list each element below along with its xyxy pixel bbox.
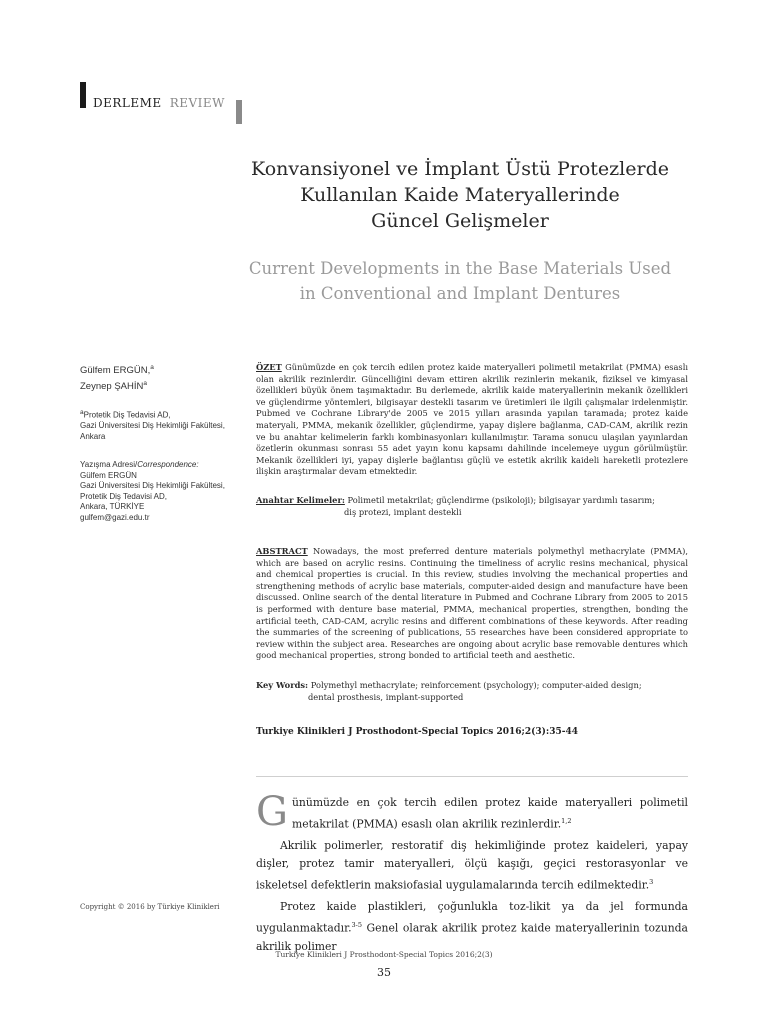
keywords-en: [256, 680, 688, 703]
keywords-en-line: Polymethyl methacrylate; reinforcement (psychology); computer-aided design;: [310, 680, 642, 690]
author-list: [80, 362, 250, 393]
correspondence-line: Gazi Üniversitesi Diş Hekimliği Fakültesi,: [80, 481, 225, 491]
correspondence: [80, 460, 250, 524]
section-label-en: REVIEW: [169, 96, 225, 110]
title-tr-line: Konvansiyonel ve İmplant Üstü Protezlerde: [251, 158, 669, 180]
section-marker-bar-gray: [236, 100, 242, 124]
page-number: 35: [377, 966, 391, 979]
drop-cap: G: [256, 789, 288, 835]
keywords-en-line: dental prosthesis, implant-supported: [308, 691, 464, 702]
author-name: Gülfem ERGÜN,$^a$: [80, 364, 154, 377]
correspondence-label: Yazışma Adresi/Correspondence:: [80, 460, 199, 469]
correspondence-email: gulfem@gazi.edu.tr: [80, 512, 150, 522]
keywords-en-heading: Key Words:: [256, 680, 309, 690]
ozet-block: [256, 362, 688, 478]
abstract-text: Nowadays, the most preferred denture materials polymethyl methacrylate (PMMA), which are based on acrylic resins. Continuing the timeliness of acrylic resins mechanical, physical and chemical properties is crucial. In this review, studies involving the mechanical properties and strengthening methods of acrylic base materials, computer-aided design and manufacture have been discussed. Online search of the dental literature in Pubmed and Cochrane Library from 2005 to 2015 is performed with denture base material, PMMA, mechanical properties, strengthen, bonding the artificial teeth, CAD-CAM, acrylic resins and different combinations of these keywords. After reading the summaries of the screening of publications, 55 researches have been considered appropriate to review within the subject area. Researches are ongoing about acrylic base removable dentures which good mechanical properties, strong bonded to artificial teeth and aesthetic.: [256, 546, 688, 661]
ozet-heading: ÖZET: [256, 362, 282, 372]
author-name: Zeynep ŞAHİN$^a$: [80, 379, 147, 392]
keywords-tr-line: Polimetil metakrilat; güçlendirme (psikoloji); bilgisayar yardımlı tasarım;: [347, 495, 655, 505]
divider: [256, 776, 688, 777]
affiliation-line: Ankara: [80, 431, 106, 441]
keywords-tr-line: diş protezi, implant destekli: [344, 506, 462, 517]
body-paragraph: Akrilik polimerler, restoratif diş hekimliğinde protez kaideleri, yapay dişler, protez tamir materyalleri, ölçü kaşığı, geçici restorasyonlar ve iskeletsel defektlerin maksiofasial uygulamalarında tercih edilmektedir.$^3$: [256, 839, 688, 892]
correspondence-line: Protetik Diş Tedavisi AD,: [80, 491, 167, 501]
title-tr-line: Kullanılan Kaide Materyallerinde: [300, 184, 620, 206]
abstract-heading: ABSTRACT: [256, 546, 308, 556]
title-tr-line: Güncel Gelişmeler: [371, 210, 549, 232]
affiliation-line: $^a$Protetik Diş Tedavisi AD,: [80, 409, 171, 420]
section-label-tr: DERLEME: [93, 96, 162, 110]
title-english: [230, 256, 690, 306]
title-turkish: [230, 156, 690, 234]
section-label: [93, 96, 225, 110]
section-marker-bar: [80, 82, 86, 108]
title-en-line: in Conventional and Implant Dentures: [299, 284, 621, 303]
body-text: [256, 789, 688, 959]
body-paragraph: Protez kaide plastikleri, çoğunlukla toz-likit ya da jel formunda uygulanmaktadır.$^{3-5}$ Genel olarak akrilik protez kaide materyallerinin tozunda akrilik polimer: [256, 900, 688, 954]
body-paragraph: Günümüzde en çok tercih edilen protez kaide materyalleri polimetil metakrilat (PMMA) esaslı olan akrilik rezinlerdir.$^{1,2}$: [256, 789, 688, 835]
keywords-tr-heading: Anahtar Kelimeler:: [256, 495, 345, 505]
citation: Turkiye Klinikleri J Prosthodont-Special Topics 2016;2(3):35-44: [256, 727, 578, 737]
title-en-line: Current Developments in the Base Materials Used: [248, 259, 672, 278]
correspondence-line: Gülfem ERGÜN: [80, 470, 137, 480]
ozet-text: Günümüzde en çok tercih edilen protez kaide materyalleri polimetil metakrilat (PMMA) esaslı olan akrilik rezinlerdir. Güncelliğini devam ettiren akrilik rezinlerin mekanik, fiziksel ve kimyasal özellikleri büyük önem taşımaktadır. Bu derlemede, akrilik kaide materyallerinin mekanik özellikleri ve güçlendirme yöntemleri, bilgisayar destekli tasarım ve üretimleri ile ilgili çalışmalar irdelenmiştir. Pubmed ve Cochrane Library'de 2005 ve 2015 yılları arasında yapılan taramada; protez kaide materyali, PMMA, mekanik özellikler, güçlendirme, yapay dişlere bağlanma, CAD-CAM, akrilik rezin ve bu anahtar kelimelerin farklı kombinasyonları kullanılmıştır. Tarama sonucu ulaşılan yayınlardan özetlerin okunması sonrası 55 adet yayın konu kapsamı dahilinde incelemeye uygun görülmüştür. Mekanik özellikleri iyi, yapay dişlerle bağlantısı güçlü ve estetik akrilik kaideli hareketli protezlere ilişkin araştırmalar devam etmektedir.: [256, 362, 688, 477]
abstract-block: [256, 546, 688, 662]
affiliation: [80, 408, 250, 442]
footer-journal: Turkiye Klinikleri J Prosthodont-Special Topics 2016;2(3): [275, 950, 493, 959]
copyright: Copyright © 2016 by Türkiye Klinikleri: [80, 903, 220, 911]
correspondence-line: Ankara, TÜRKİYE: [80, 502, 145, 512]
keywords-tr: [256, 495, 688, 518]
affiliation-line: Gazi Üniversitesi Diş Hekimliği Fakültesi,: [80, 421, 225, 431]
